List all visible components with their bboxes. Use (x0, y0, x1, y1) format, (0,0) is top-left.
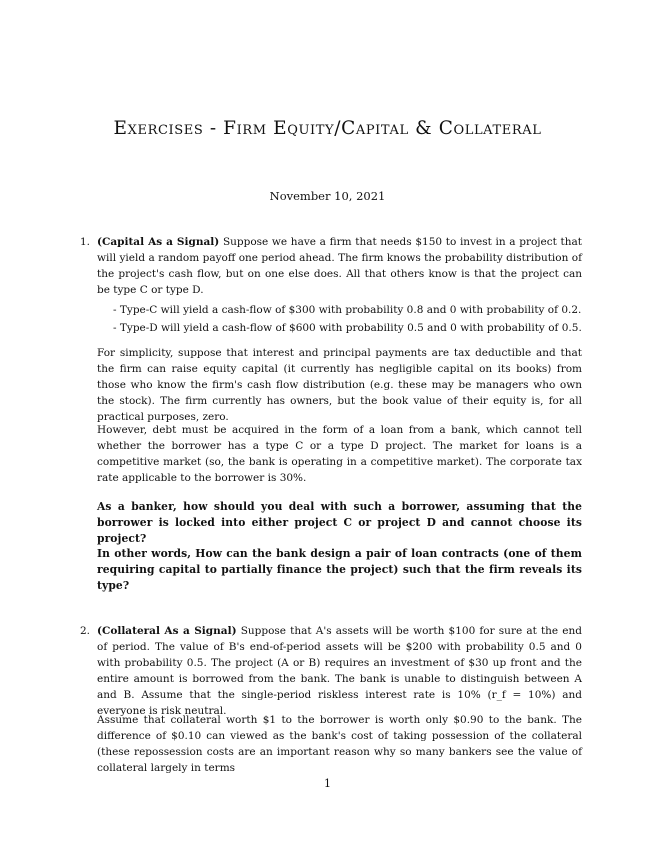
page-number: 1 (324, 777, 331, 790)
document-date: November 10, 2021 (269, 189, 386, 203)
problem-1-question-1: As a banker, how should you deal with such a borrower, assuming that the borrower is locked into either project C or project D and cannot choose its project? (97, 500, 582, 545)
problem-2-intro (80, 623, 582, 719)
problem-1-paragraph-2: For simplicity, suppose that interest and principal payments are tax deductible and that the firm can raise equity capital (it currently has negligible capital on its books) from those who know the firm's cash flow distribution (e.g. these may be managers who own the stock). The firm currently has owners, but the book value of their equity is, for all practical purposes, zero. (97, 347, 582, 423)
problem-1-intro (80, 234, 582, 298)
problem-1-question-2: In other words, How can the bank design a pair of loan contracts (one of them requiring capital to partially finance the project) such that the firm reveals its type? (97, 547, 582, 592)
problem-2-intro-text: Suppose that A's assets will be worth $100 for sure at the end of period. The value of B's end-of-period assets will be $200 with probability 0.5 and 0 with probability 0.5. The project (A or B) requires an investment of $30 up front and the entire amount is borrowed from the bank. The bank is unable to distinguish between A and B. Assume that the single-period riskless interest rate is 10% (r_f = 10%) and everyone is risk neutral. (97, 625, 582, 717)
problem-2-number: 2. (80, 625, 91, 637)
problem-2-heading: (Collateral As a Signal) (97, 625, 237, 637)
problem-1-number: 1. (80, 236, 91, 248)
problem-1-paragraph-3: However, debt must be acquired in the form of a loan from a bank, which cannot tell whether the borrower has a type C or a type D project. The market for loans is a competitive market (so, the bank is operating in a competitive market). The corporate tax rate applicable to the borrower is 30%. (97, 424, 582, 484)
bullet-type-c: - Type-C will yield a cash-flow of $300 with probability 0.8 and 0 with probability of 0.2. (113, 304, 582, 316)
problem-2-paragraph-2: Assume that collateral worth $1 to the borrower is worth only $0.90 to the bank. The difference of $0.10 can viewed as the bank's cost of taking possession of the collateral (these repossession costs are an important reason why so many bankers see the value of collateral largely in terms (97, 714, 582, 774)
problem-1-intro-text: Suppose we have a firm that needs $150 to invest in a project that will yield a random payoff one period ahead. The firm knows the probability distribution of the project's cash flow, but on one else does. All that others know is that the project can be type C or type D. (97, 236, 582, 296)
problem-1-heading: (Capital As a Signal) (97, 236, 220, 248)
page-title: Exercises - Firm Equity/Capital & Collateral (113, 118, 542, 139)
bullet-type-d: - Type-D will yield a cash-flow of $600 with probability 0.5 and 0 with probability of 0.5. (113, 322, 582, 334)
